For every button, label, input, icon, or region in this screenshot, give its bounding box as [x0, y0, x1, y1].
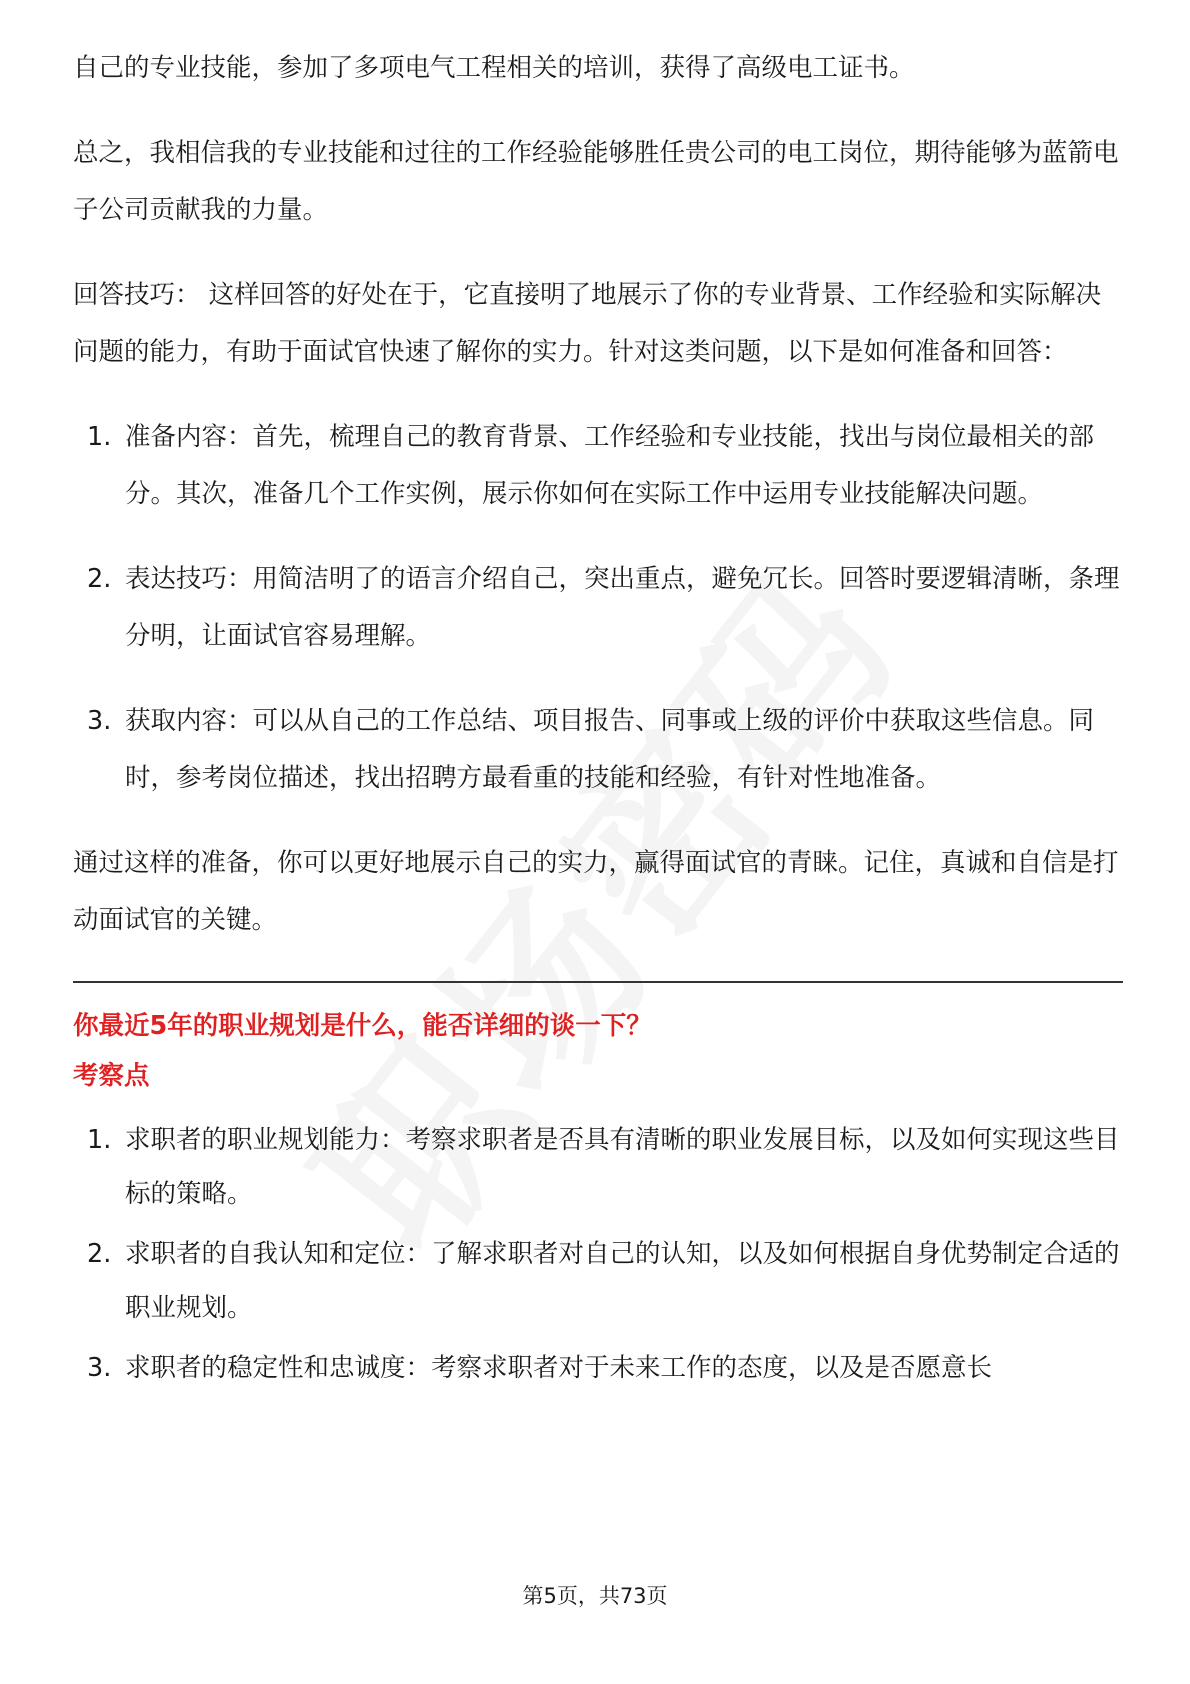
points-list — [73, 1113, 1123, 1395]
list-text: 求职者的稳定性和忠诚度：考察求职者对于未来工作的态度，以及是否愿意长 — [125, 1353, 993, 1383]
question-heading: 你最近5年的职业规划是什么，能否详细的谈一下？ — [73, 1011, 652, 1041]
list-number: 3. — [87, 706, 112, 736]
paragraph-1: 自己的专业技能，参加了多项电气工程相关的培训，获得了高级电工证书。 — [73, 53, 915, 83]
page-footer: 第5页，共73页 — [522, 1584, 668, 1608]
paragraph-2: 总之，我相信我的专业技能和过往的工作经验能够胜任贵公司的电工岗位，期待能够为蓝箭电子公司贡献我的力量。 — [73, 138, 1119, 225]
list-item — [73, 551, 1123, 665]
content — [73, 40, 1123, 1401]
paragraph-answer-tips: 回答技巧： 这样回答的好处在于，它直接明了地展示了你的专业背景、工作经验和实际解决问题的能力，有助于面试官快速了解你的实力。针对这类问题，以下是如何准备和回答： — [73, 280, 1102, 367]
list-number: 3. — [87, 1353, 112, 1383]
list-text: 表达技巧：用简洁明了的语言介绍自己，突出重点，避免冗长。回答时要逻辑清晰，条理分明，让面试官容易理解。 — [125, 564, 1120, 651]
tips-list — [73, 409, 1123, 807]
section-title: 考察点 — [73, 1061, 150, 1091]
list-text: 准备内容：首先，梳理自己的教育背景、工作经验和专业技能，找出与岗位最相关的部分。其次，准备几个工作实例，展示你如何在实际工作中运用专业技能解决问题。 — [125, 422, 1095, 509]
list-text: 求职者的自我认知和定位：了解求职者对自己的认知，以及如何根据自身优势制定合适的职业规划。 — [125, 1239, 1120, 1323]
list-item — [73, 409, 1123, 523]
list-text: 求职者的职业规划能力：考察求职者是否具有清晰的职业发展目标，以及如何实现这些目标的策略。 — [125, 1125, 1120, 1209]
list-text: 获取内容：可以从自己的工作总结、项目报告、同事或上级的评价中获取这些信息。同时，参考岗位描述，找出招聘方最看重的技能和经验，有针对性地准备。 — [125, 706, 1095, 793]
divider — [73, 981, 1123, 983]
list-number: 2. — [87, 1239, 112, 1269]
list-number: 1. — [87, 422, 112, 452]
list-item — [73, 1227, 1123, 1335]
list-item — [73, 1113, 1123, 1221]
list-number: 2. — [87, 564, 112, 594]
list-item — [73, 1341, 1123, 1395]
list-item — [73, 693, 1123, 807]
list-number: 1. — [87, 1125, 112, 1155]
paragraph-summary: 通过这样的准备，你可以更好地展示自己的实力，赢得面试官的青睐。记住，真诚和自信是打动面试官的关键。 — [73, 848, 1119, 935]
